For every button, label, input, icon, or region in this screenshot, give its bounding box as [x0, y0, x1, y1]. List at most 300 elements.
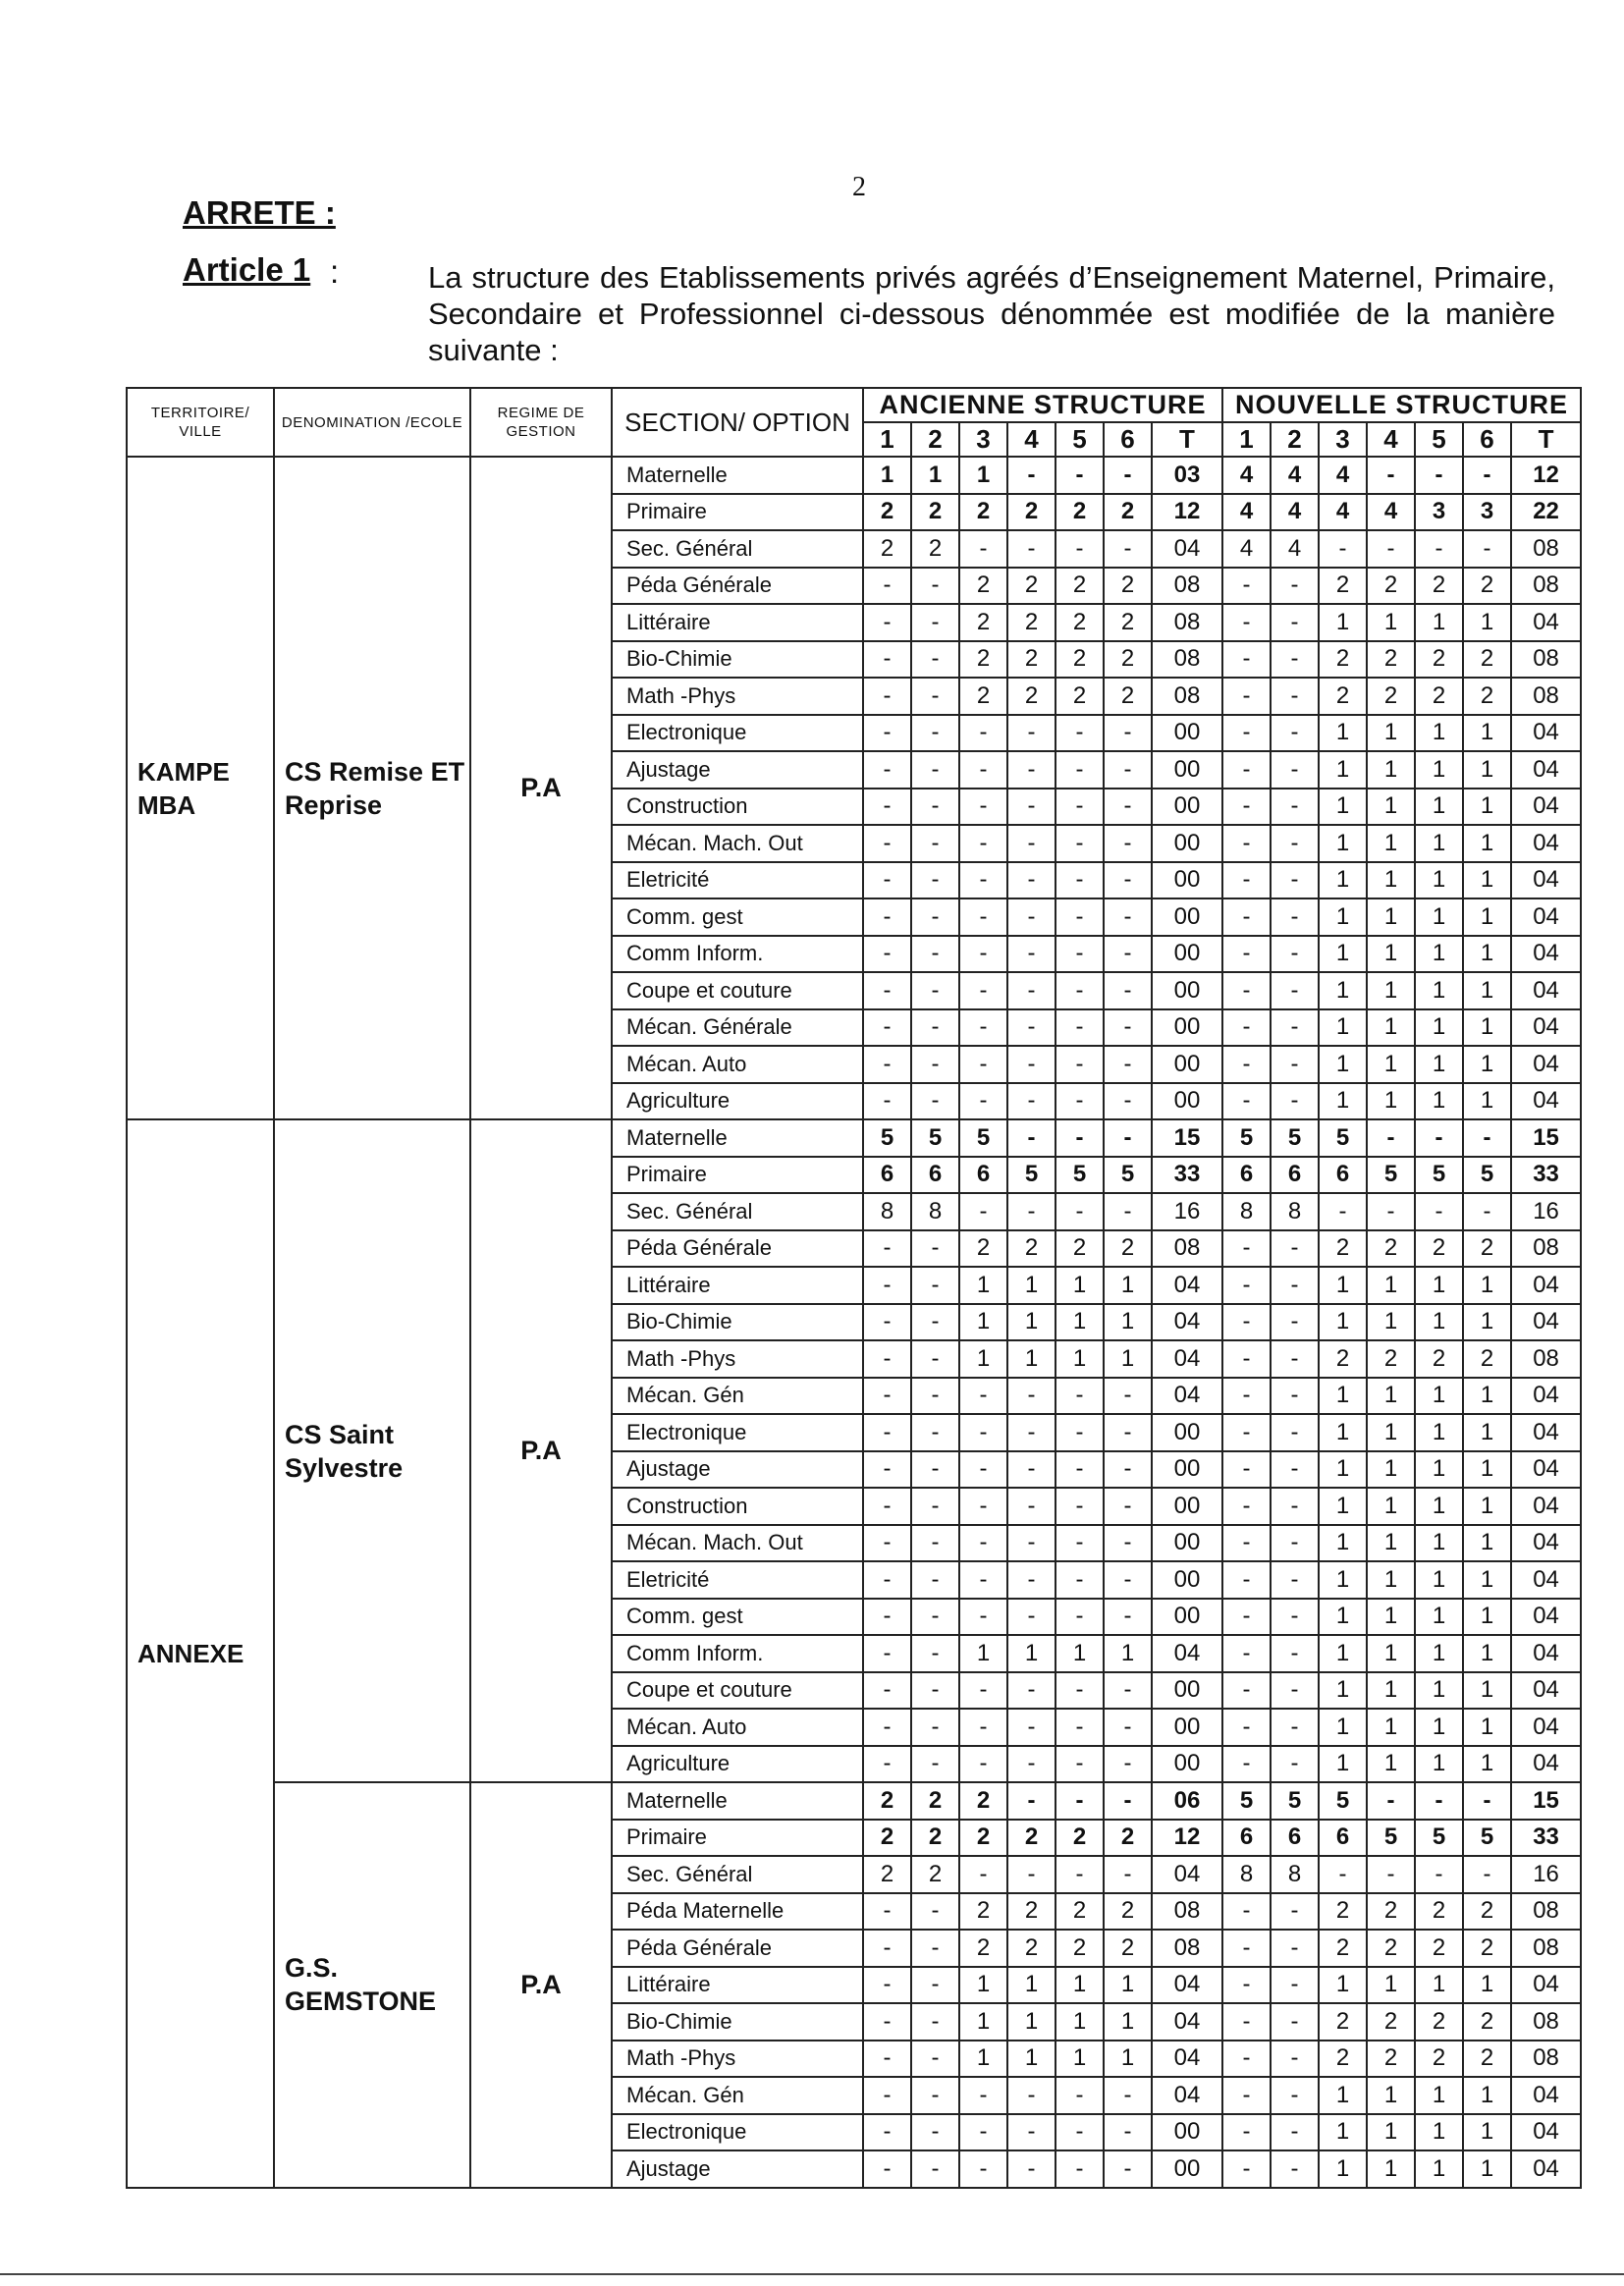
nouvelle-total-cell: 04 — [1511, 751, 1581, 789]
nouvelle-value-cell: - — [1222, 1561, 1271, 1599]
ancienne-value-cell: - — [911, 1267, 959, 1304]
nouvelle-value-cell: - — [1222, 862, 1271, 899]
ancienne-value-cell: - — [1007, 1782, 1056, 1820]
nouvelle-value-cell: 1 — [1367, 1746, 1415, 1783]
ancienne-value-cell: - — [959, 751, 1007, 789]
ancienne-value-cell: - — [959, 789, 1007, 826]
nouvelle-value-cell: - — [1222, 1414, 1271, 1451]
ancienne-value-cell: - — [863, 1414, 911, 1451]
territoire-cell: ANNEXE — [127, 1119, 274, 2188]
nouvelle-value-cell: - — [1271, 2041, 1319, 2078]
nouvelle-total-cell: 08 — [1511, 1893, 1581, 1931]
nouvelle-value-cell: 2 — [1367, 568, 1415, 605]
ancienne-value-cell: - — [1007, 2077, 1056, 2114]
nouvelle-value-cell: - — [1222, 751, 1271, 789]
ancienne-value-cell: - — [1104, 1561, 1152, 1599]
nouvelle-value-cell: 5 — [1319, 1119, 1367, 1157]
nouvelle-value-cell: 2 — [1367, 1930, 1415, 1967]
nouvelle-value-cell: 1 — [1319, 1304, 1367, 1341]
nouvelle-value-cell: 1 — [1415, 1009, 1463, 1047]
ancienne-total-cell: 00 — [1152, 1709, 1222, 1746]
ancienne-value-cell: 2 — [959, 1230, 1007, 1268]
nouvelle-value-cell: 1 — [1463, 604, 1511, 641]
nouvelle-value-cell: 1 — [1415, 1967, 1463, 2004]
ancienne-total-cell: 04 — [1152, 1635, 1222, 1672]
option-cell: Ajustage — [612, 2150, 863, 2188]
ancienne-value-cell: - — [911, 1414, 959, 1451]
nouvelle-total-cell: 04 — [1511, 1304, 1581, 1341]
ancienne-value-cell: - — [959, 715, 1007, 752]
ancienne-value-cell: - — [1104, 1672, 1152, 1710]
ancienne-value-cell: - — [1056, 1046, 1104, 1083]
ancienne-value-cell: - — [1056, 1709, 1104, 1746]
ancienne-total-cell: 04 — [1152, 1967, 1222, 2004]
ancienne-value-cell: - — [911, 1525, 959, 1562]
nouvelle-value-cell: 1 — [1415, 898, 1463, 936]
nouvelle-value-cell: - — [1222, 715, 1271, 752]
nouvelle-value-cell: 2 — [1319, 1930, 1367, 1967]
nouvelle-value-cell: 1 — [1367, 862, 1415, 899]
ancienne-total-cell: 15 — [1152, 1119, 1222, 1157]
ancienne-value-cell: 2 — [863, 1782, 911, 1820]
option-cell: Maternelle — [612, 1782, 863, 1820]
ancienne-value-cell: - — [863, 2114, 911, 2151]
ancienne-value-cell: 1 — [959, 2003, 1007, 2041]
header-section: SECTION/ OPTION — [612, 388, 863, 457]
ancienne-value-cell: - — [1007, 1046, 1056, 1083]
nouvelle-value-cell: - — [1415, 457, 1463, 494]
ancienne-value-cell: - — [1007, 715, 1056, 752]
nouvelle-value-cell: 3 — [1415, 494, 1463, 531]
ancienne-value-cell: - — [1056, 1856, 1104, 1893]
ancienne-value-cell: 1 — [1056, 1304, 1104, 1341]
ancienne-value-cell: 1 — [1007, 1967, 1056, 2004]
nouvelle-value-cell: 1 — [1415, 1451, 1463, 1489]
header-col-ancienne: T — [1152, 422, 1222, 457]
nouvelle-total-cell: 04 — [1511, 1672, 1581, 1710]
option-cell: Math -Phys — [612, 2041, 863, 2078]
nouvelle-value-cell: - — [1271, 1378, 1319, 1415]
ancienne-value-cell: - — [1056, 862, 1104, 899]
nouvelle-value-cell: 2 — [1463, 2041, 1511, 2078]
ancienne-total-cell: 08 — [1152, 604, 1222, 641]
nouvelle-value-cell: 1 — [1319, 2150, 1367, 2188]
nouvelle-value-cell: - — [1271, 936, 1319, 973]
nouvelle-total-cell: 04 — [1511, 789, 1581, 826]
option-cell: Mécan. Gén — [612, 2077, 863, 2114]
nouvelle-value-cell: - — [1222, 1009, 1271, 1047]
nouvelle-value-cell: 5 — [1222, 1782, 1271, 1820]
ancienne-value-cell: - — [863, 715, 911, 752]
ancienne-value-cell: - — [911, 1046, 959, 1083]
ancienne-value-cell: 2 — [959, 1930, 1007, 1967]
ancienne-value-cell: - — [1104, 1782, 1152, 1820]
ancienne-value-cell: - — [1007, 789, 1056, 826]
nouvelle-value-cell: 2 — [1367, 1893, 1415, 1931]
nouvelle-value-cell: 1 — [1463, 1009, 1511, 1047]
ancienne-value-cell: - — [1007, 862, 1056, 899]
nouvelle-value-cell: - — [1271, 751, 1319, 789]
nouvelle-value-cell: 5 — [1319, 1782, 1367, 1820]
ancienne-value-cell: 1 — [1007, 2003, 1056, 2041]
nouvelle-value-cell: 5 — [1463, 1820, 1511, 1857]
nouvelle-value-cell: 2 — [1463, 678, 1511, 715]
ancienne-total-cell: 04 — [1152, 1304, 1222, 1341]
nouvelle-value-cell: 1 — [1415, 1488, 1463, 1525]
nouvelle-value-cell: 1 — [1319, 825, 1367, 862]
nouvelle-value-cell: 1 — [1463, 1488, 1511, 1525]
option-cell: Littéraire — [612, 604, 863, 641]
ancienne-value-cell: - — [1007, 1856, 1056, 1893]
option-cell: Math -Phys — [612, 1340, 863, 1378]
header-col-ancienne: 4 — [1007, 422, 1056, 457]
nouvelle-value-cell: 5 — [1271, 1119, 1319, 1157]
ancienne-value-cell: 2 — [1104, 494, 1152, 531]
ancienne-value-cell: - — [911, 1009, 959, 1047]
ancienne-total-cell: 00 — [1152, 1746, 1222, 1783]
regime-cell: P.A — [470, 1119, 612, 1782]
nouvelle-value-cell: 2 — [1415, 678, 1463, 715]
nouvelle-value-cell: 4 — [1367, 494, 1415, 531]
nouvelle-value-cell: - — [1222, 972, 1271, 1009]
ancienne-value-cell: 2 — [911, 1856, 959, 1893]
nouvelle-value-cell: 1 — [1367, 1635, 1415, 1672]
ancienne-value-cell: - — [1007, 2150, 1056, 2188]
ancienne-value-cell: - — [959, 1488, 1007, 1525]
option-cell: Sec. Général — [612, 530, 863, 568]
page-number: 2 — [852, 172, 866, 202]
ancienne-total-cell: 04 — [1152, 1267, 1222, 1304]
ancienne-value-cell: - — [911, 898, 959, 936]
nouvelle-value-cell: - — [1271, 1930, 1319, 1967]
ancienne-value-cell: 2 — [911, 1782, 959, 1820]
nouvelle-total-cell: 04 — [1511, 1525, 1581, 1562]
ancienne-total-cell: 12 — [1152, 494, 1222, 531]
ancienne-value-cell: 1 — [959, 1967, 1007, 2004]
option-cell: Eletricité — [612, 862, 863, 899]
nouvelle-value-cell: - — [1222, 936, 1271, 973]
nouvelle-value-cell: 1 — [1463, 1451, 1511, 1489]
nouvelle-total-cell: 04 — [1511, 715, 1581, 752]
nouvelle-value-cell: 2 — [1319, 1340, 1367, 1378]
ancienne-value-cell: - — [1007, 1561, 1056, 1599]
ancienne-value-cell: - — [863, 678, 911, 715]
nouvelle-value-cell: 8 — [1271, 1193, 1319, 1230]
ancienne-value-cell: - — [959, 1709, 1007, 1746]
nouvelle-value-cell: 1 — [1319, 604, 1367, 641]
ancienne-value-cell: - — [911, 1451, 959, 1489]
ancienne-value-cell: - — [1007, 1746, 1056, 1783]
nouvelle-total-cell: 04 — [1511, 898, 1581, 936]
ancienne-total-cell: 00 — [1152, 972, 1222, 1009]
nouvelle-value-cell: 2 — [1463, 1893, 1511, 1931]
nouvelle-value-cell: 2 — [1367, 2041, 1415, 2078]
ancienne-value-cell: - — [1007, 1672, 1056, 1710]
nouvelle-value-cell: 4 — [1271, 530, 1319, 568]
ancienne-value-cell: 5 — [1104, 1157, 1152, 1194]
nouvelle-value-cell: 6 — [1319, 1157, 1367, 1194]
nouvelle-value-cell: 1 — [1367, 604, 1415, 641]
nouvelle-value-cell: - — [1271, 1525, 1319, 1562]
nouvelle-value-cell: 6 — [1271, 1820, 1319, 1857]
nouvelle-value-cell: - — [1271, 825, 1319, 862]
nouvelle-value-cell: 1 — [1415, 789, 1463, 826]
ancienne-value-cell: - — [911, 1635, 959, 1672]
ancienne-value-cell: - — [1007, 2114, 1056, 2151]
ancienne-value-cell: - — [863, 1930, 911, 1967]
ancienne-value-cell: 2 — [1056, 1893, 1104, 1931]
ancienne-value-cell: 8 — [863, 1193, 911, 1230]
nouvelle-value-cell: 1 — [1463, 2114, 1511, 2151]
nouvelle-total-cell: 04 — [1511, 1414, 1581, 1451]
article-colon: : — [330, 253, 340, 290]
nouvelle-total-cell: 08 — [1511, 2041, 1581, 2078]
nouvelle-total-cell: 04 — [1511, 1488, 1581, 1525]
ancienne-value-cell: - — [1104, 751, 1152, 789]
nouvelle-value-cell: - — [1222, 1340, 1271, 1378]
ancienne-value-cell: 5 — [959, 1119, 1007, 1157]
nouvelle-value-cell: 2 — [1367, 1340, 1415, 1378]
nouvelle-value-cell: 1 — [1367, 2150, 1415, 2188]
ancienne-value-cell: 2 — [959, 1782, 1007, 1820]
nouvelle-value-cell: - — [1222, 789, 1271, 826]
nouvelle-value-cell: - — [1222, 1046, 1271, 1083]
ancienne-total-cell: 00 — [1152, 1561, 1222, 1599]
ancienne-value-cell: 2 — [1056, 678, 1104, 715]
ancienne-total-cell: 04 — [1152, 2003, 1222, 2041]
ancienne-value-cell: - — [959, 1561, 1007, 1599]
ancienne-value-cell: - — [1056, 1378, 1104, 1415]
ancienne-total-cell: 00 — [1152, 751, 1222, 789]
ancienne-value-cell: - — [1056, 972, 1104, 1009]
nouvelle-value-cell: 2 — [1415, 641, 1463, 679]
option-cell: Eletricité — [612, 1561, 863, 1599]
ancienne-value-cell: 1 — [1007, 2041, 1056, 2078]
nouvelle-value-cell: - — [1367, 1856, 1415, 1893]
header-col-nouvelle: 4 — [1367, 422, 1415, 457]
nouvelle-value-cell: 1 — [1463, 1967, 1511, 2004]
nouvelle-value-cell: 1 — [1319, 1451, 1367, 1489]
nouvelle-value-cell: - — [1271, 1967, 1319, 2004]
ancienne-value-cell: - — [911, 2003, 959, 2041]
ancienne-value-cell: 2 — [1056, 604, 1104, 641]
nouvelle-value-cell: - — [1222, 641, 1271, 679]
nouvelle-value-cell: 8 — [1271, 1856, 1319, 1893]
ancienne-value-cell: - — [1056, 936, 1104, 973]
ancienne-value-cell: 2 — [1104, 604, 1152, 641]
nouvelle-total-cell: 33 — [1511, 1157, 1581, 1194]
nouvelle-total-cell: 12 — [1511, 457, 1581, 494]
nouvelle-value-cell: - — [1222, 2150, 1271, 2188]
nouvelle-value-cell: - — [1222, 1635, 1271, 1672]
ancienne-value-cell: - — [863, 862, 911, 899]
ancienne-value-cell: - — [1007, 1193, 1056, 1230]
nouvelle-value-cell: 4 — [1319, 494, 1367, 531]
ancienne-value-cell: - — [959, 2077, 1007, 2114]
ancienne-value-cell: - — [959, 1046, 1007, 1083]
ancienne-value-cell: - — [1056, 1488, 1104, 1525]
ancienne-value-cell: 2 — [1007, 641, 1056, 679]
territoire-cell: KAMPE MBA — [127, 457, 274, 1119]
ancienne-value-cell: 2 — [1104, 568, 1152, 605]
nouvelle-total-cell: 08 — [1511, 678, 1581, 715]
ancienne-value-cell: - — [1104, 2114, 1152, 2151]
ancienne-value-cell: - — [1056, 1083, 1104, 1120]
nouvelle-value-cell: 4 — [1222, 457, 1271, 494]
ancienne-value-cell: - — [1104, 457, 1152, 494]
ancienne-value-cell: - — [911, 1488, 959, 1525]
header-col-ancienne: 6 — [1104, 422, 1152, 457]
nouvelle-value-cell: - — [1415, 1193, 1463, 1230]
nouvelle-value-cell: 2 — [1415, 568, 1463, 605]
ancienne-value-cell: 5 — [1007, 1157, 1056, 1194]
ancienne-total-cell: 00 — [1152, 1009, 1222, 1047]
ancienne-value-cell: - — [1007, 898, 1056, 936]
header-denomination: DENOMINATION /ECOLE — [274, 388, 470, 457]
ancienne-value-cell: - — [1007, 1009, 1056, 1047]
nouvelle-value-cell: 1 — [1367, 1009, 1415, 1047]
option-cell: Primaire — [612, 494, 863, 531]
nouvelle-value-cell: - — [1222, 2041, 1271, 2078]
nouvelle-value-cell: 1 — [1463, 1378, 1511, 1415]
nouvelle-value-cell: 1 — [1415, 1525, 1463, 1562]
nouvelle-value-cell: - — [1271, 972, 1319, 1009]
nouvelle-value-cell: - — [1271, 1635, 1319, 1672]
nouvelle-value-cell: 1 — [1415, 825, 1463, 862]
nouvelle-value-cell: 1 — [1367, 751, 1415, 789]
ancienne-value-cell: - — [1104, 972, 1152, 1009]
nouvelle-value-cell: 1 — [1319, 1967, 1367, 2004]
ancienne-value-cell: - — [1056, 1119, 1104, 1157]
ancienne-value-cell: - — [911, 751, 959, 789]
ancienne-total-cell: 08 — [1152, 641, 1222, 679]
nouvelle-total-cell: 04 — [1511, 1746, 1581, 1783]
ancienne-value-cell: - — [863, 972, 911, 1009]
ancienne-value-cell: - — [1007, 1451, 1056, 1489]
ancienne-value-cell: 1 — [1007, 1304, 1056, 1341]
ancienne-value-cell: 2 — [1056, 494, 1104, 531]
ancienne-value-cell: 2 — [1104, 641, 1152, 679]
nouvelle-value-cell: - — [1222, 1304, 1271, 1341]
ancienne-value-cell: - — [863, 1635, 911, 1672]
nouvelle-value-cell: 1 — [1319, 1561, 1367, 1599]
nouvelle-value-cell: 5 — [1415, 1157, 1463, 1194]
nouvelle-total-cell: 04 — [1511, 1967, 1581, 2004]
ancienne-value-cell: - — [911, 1967, 959, 2004]
ancienne-value-cell: 1 — [959, 457, 1007, 494]
nouvelle-total-cell: 04 — [1511, 1635, 1581, 1672]
nouvelle-value-cell: - — [1367, 1193, 1415, 1230]
ancienne-value-cell: 8 — [911, 1193, 959, 1230]
nouvelle-total-cell: 04 — [1511, 2114, 1581, 2151]
ancienne-value-cell: 1 — [1104, 2003, 1152, 2041]
ancienne-value-cell: - — [959, 1193, 1007, 1230]
nouvelle-value-cell: 1 — [1463, 1635, 1511, 1672]
ancienne-value-cell: - — [911, 2114, 959, 2151]
ancienne-value-cell: 1 — [959, 1267, 1007, 1304]
ancienne-value-cell: - — [1104, 936, 1152, 973]
ancienne-value-cell: - — [863, 568, 911, 605]
ancienne-value-cell: 1 — [1056, 1635, 1104, 1672]
nouvelle-value-cell: - — [1271, 1046, 1319, 1083]
ancienne-total-cell: 00 — [1152, 1672, 1222, 1710]
ancienne-value-cell: - — [863, 1451, 911, 1489]
ancienne-total-cell: 08 — [1152, 1230, 1222, 1268]
header-col-nouvelle: 6 — [1463, 422, 1511, 457]
ancienne-value-cell: 2 — [1104, 1893, 1152, 1931]
ancienne-total-cell: 00 — [1152, 862, 1222, 899]
ancienne-value-cell: - — [959, 862, 1007, 899]
ancienne-value-cell: - — [911, 1893, 959, 1931]
ancienne-value-cell: 1 — [1104, 1635, 1152, 1672]
nouvelle-value-cell: 1 — [1319, 1709, 1367, 1746]
nouvelle-value-cell: 2 — [1415, 1930, 1463, 1967]
ancienne-value-cell: - — [911, 641, 959, 679]
nouvelle-value-cell: 2 — [1319, 1893, 1367, 1931]
nouvelle-value-cell: 1 — [1463, 2150, 1511, 2188]
nouvelle-value-cell: 5 — [1222, 1119, 1271, 1157]
nouvelle-value-cell: - — [1222, 2003, 1271, 2041]
nouvelle-value-cell: 1 — [1415, 1635, 1463, 1672]
ancienne-total-cell: 33 — [1152, 1157, 1222, 1194]
ancienne-value-cell: - — [1007, 1709, 1056, 1746]
nouvelle-value-cell: - — [1271, 789, 1319, 826]
ancienne-value-cell: 2 — [1056, 641, 1104, 679]
ancienne-value-cell: - — [863, 1378, 911, 1415]
nouvelle-value-cell: - — [1222, 604, 1271, 641]
option-cell: Mécan. Auto — [612, 1709, 863, 1746]
ancienne-value-cell: - — [863, 1488, 911, 1525]
ancienne-value-cell: 2 — [959, 604, 1007, 641]
ancienne-value-cell: - — [1104, 862, 1152, 899]
ancienne-value-cell: - — [863, 2041, 911, 2078]
ancienne-value-cell: - — [959, 1599, 1007, 1636]
nouvelle-total-cell: 04 — [1511, 1561, 1581, 1599]
ancienne-value-cell: - — [1104, 2150, 1152, 2188]
ancienne-value-cell: - — [911, 1561, 959, 1599]
nouvelle-value-cell: - — [1367, 1782, 1415, 1820]
nouvelle-value-cell: - — [1222, 2114, 1271, 2151]
nouvelle-total-cell: 15 — [1511, 1782, 1581, 1820]
ancienne-value-cell: - — [1104, 1746, 1152, 1783]
ancienne-value-cell: - — [1056, 2077, 1104, 2114]
nouvelle-total-cell: 08 — [1511, 530, 1581, 568]
nouvelle-total-cell: 04 — [1511, 1599, 1581, 1636]
ancienne-total-cell: 00 — [1152, 1525, 1222, 1562]
ancienne-value-cell: - — [863, 825, 911, 862]
ancienne-value-cell: 2 — [1007, 494, 1056, 531]
ancienne-value-cell: - — [1007, 457, 1056, 494]
nouvelle-value-cell: 1 — [1415, 972, 1463, 1009]
nouvelle-value-cell: - — [1222, 1709, 1271, 1746]
ancienne-total-cell: 00 — [1152, 1046, 1222, 1083]
nouvelle-value-cell: - — [1222, 1525, 1271, 1562]
ancienne-value-cell: - — [863, 1083, 911, 1120]
nouvelle-value-cell: 4 — [1319, 457, 1367, 494]
ancienne-value-cell: - — [863, 1525, 911, 1562]
ancienne-value-cell: - — [1007, 1488, 1056, 1525]
ancienne-total-cell: 00 — [1152, 2150, 1222, 2188]
nouvelle-total-cell: 04 — [1511, 825, 1581, 862]
header-col-nouvelle: T — [1511, 422, 1581, 457]
article-text: La structure des Etablissements privés agréés d’Enseignement Maternel, Primaire, Secondaire et Professionnel ci-dessous dénommée est modifiée de la manière suivante : — [428, 260, 1555, 367]
ancienne-value-cell: - — [863, 898, 911, 936]
ecole-cell: CS Saint Sylvestre — [274, 1119, 470, 1782]
option-cell: Coupe et couture — [612, 1672, 863, 1710]
nouvelle-value-cell: - — [1319, 1856, 1367, 1893]
nouvelle-value-cell: - — [1271, 1746, 1319, 1783]
nouvelle-value-cell: 1 — [1415, 1414, 1463, 1451]
